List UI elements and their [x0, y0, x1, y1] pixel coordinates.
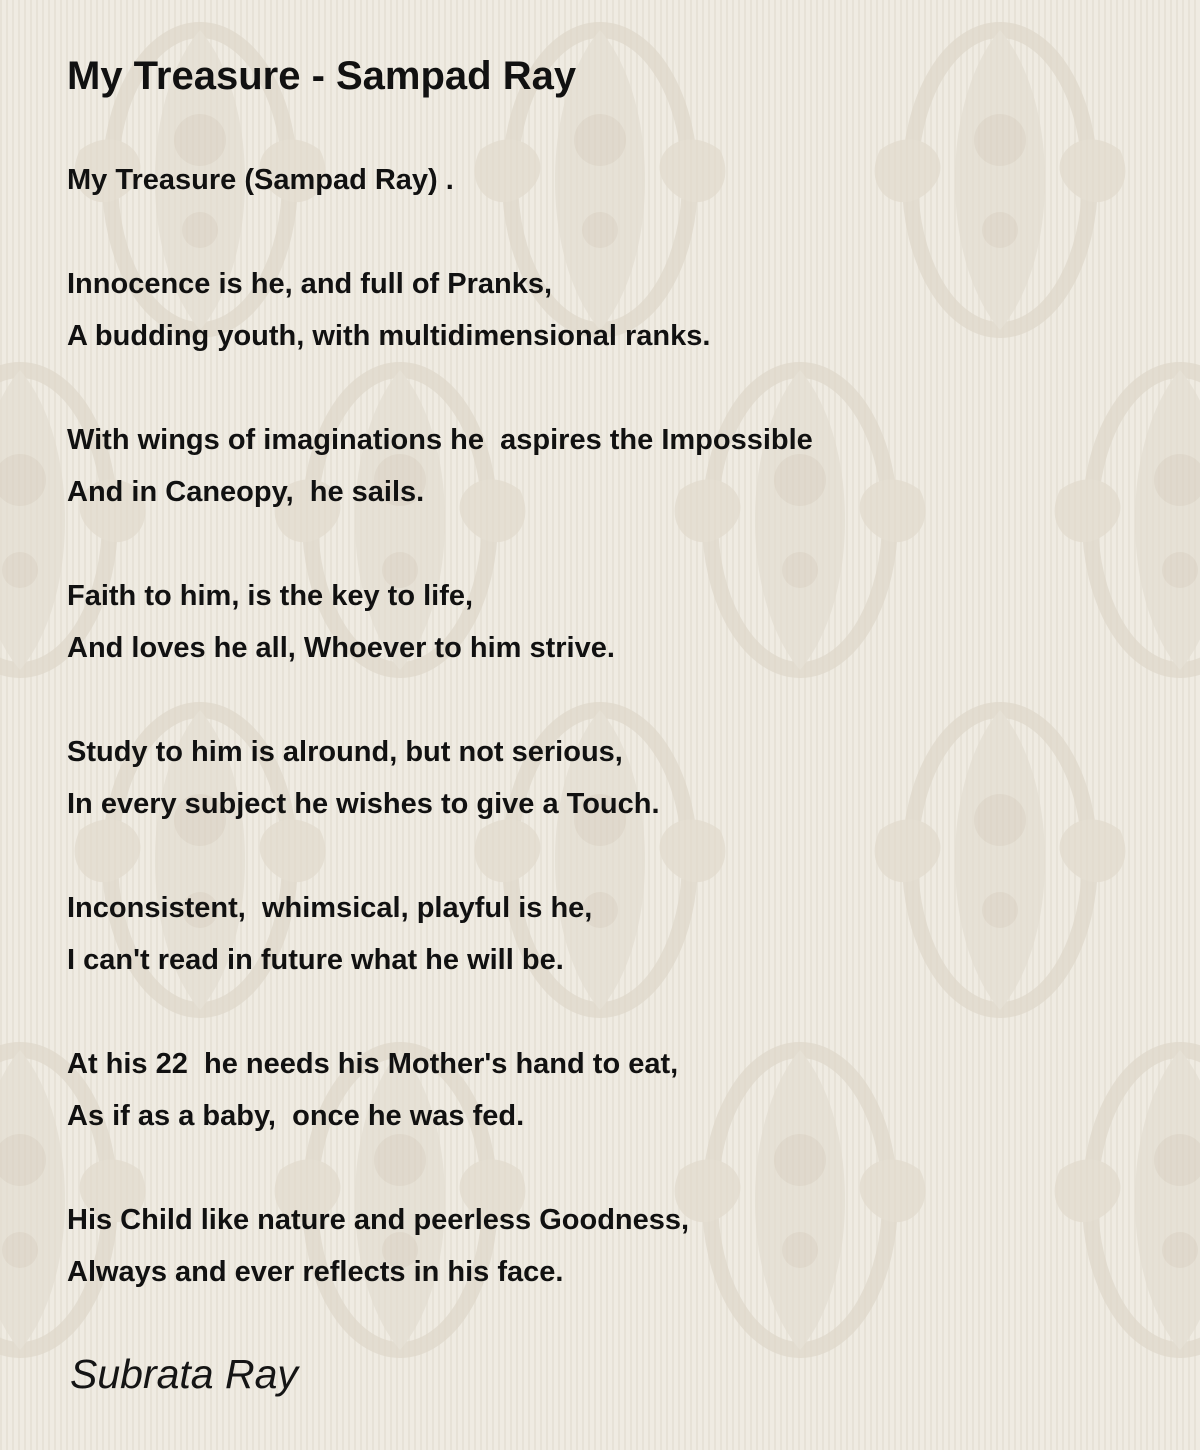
poem-line: His Child like nature and peerless Goodness, — [67, 1204, 690, 1236]
poem-author: Subrata Ray — [70, 1351, 298, 1397]
poem-line: Innocence is he, and full of Pranks, — [67, 268, 553, 300]
stanza-gap — [67, 362, 1147, 414]
poem-line: As if as a baby, once he was fed. — [67, 1100, 525, 1132]
poem-title: My Treasure - Sampad Ray — [67, 54, 577, 98]
poem-line: Faith to him, is the key to life, — [67, 580, 474, 612]
stanza-gap — [67, 830, 1147, 882]
stanza-gap — [67, 1142, 1147, 1194]
poem-line: And loves he all, Whoever to him strive. — [67, 632, 615, 664]
stanza-gap — [67, 518, 1147, 570]
poem-line: And in Caneopy, he sails. — [67, 476, 425, 508]
poem-line: Always and ever reflects in his face. — [67, 1256, 564, 1288]
poem-line: My Treasure (Sampad Ray) . — [67, 164, 454, 196]
poem-line: I can't read in future what he will be. — [67, 944, 564, 976]
poem-line: Inconsistent, whimsical, playful is he, — [67, 892, 593, 924]
stanza-gap — [67, 206, 1147, 258]
poem-line: A budding youth, with multidimensional ranks. — [67, 320, 711, 352]
poem-line: With wings of imaginations he aspires the Impossible — [67, 424, 813, 456]
stanza-gap — [67, 674, 1147, 726]
poem-body — [67, 154, 1147, 1298]
poem-line: At his 22 he needs his Mother's hand to eat, — [67, 1048, 679, 1080]
poem-line: Study to him is alround, but not serious, — [67, 736, 623, 768]
poem-line: In every subject he wishes to give a Touch. — [67, 788, 660, 820]
stanza-gap — [67, 986, 1147, 1038]
